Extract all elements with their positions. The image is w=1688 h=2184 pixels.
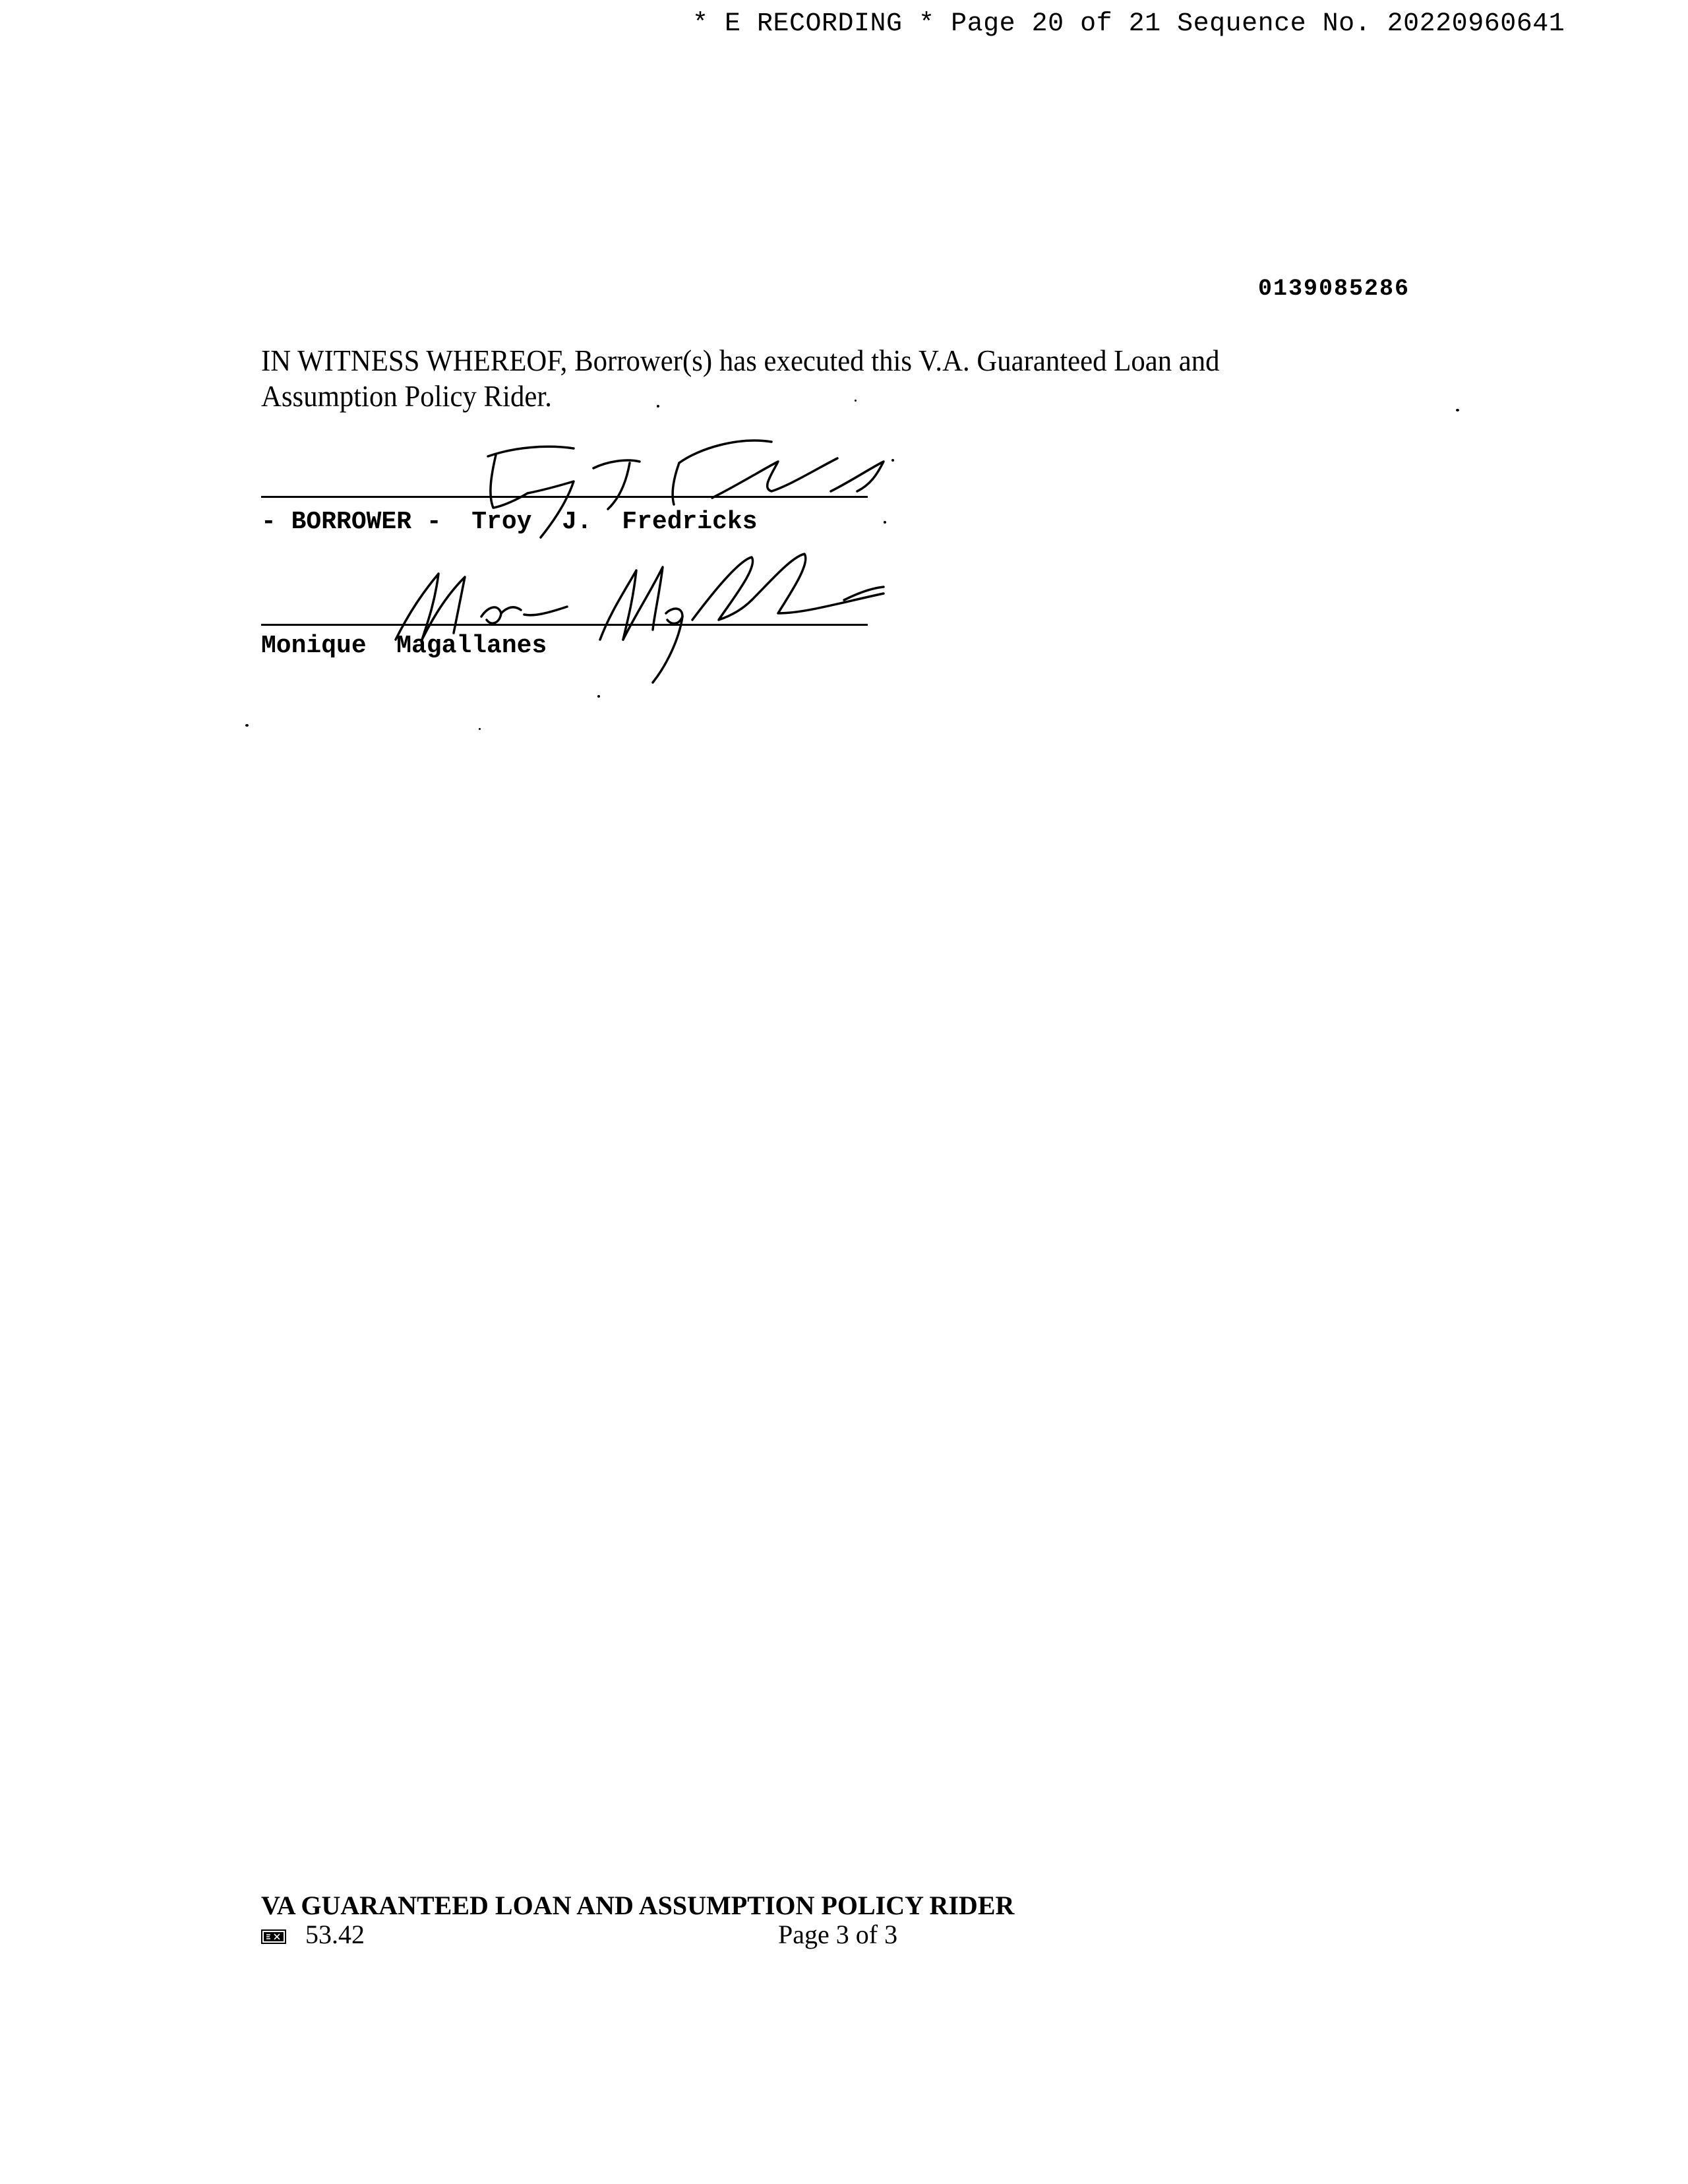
scan-speck <box>1456 409 1459 411</box>
scan-speck <box>597 695 600 698</box>
scan-speck <box>479 728 481 730</box>
scan-speck <box>884 521 886 524</box>
scan-speck <box>855 400 857 402</box>
scan-speck <box>245 724 249 727</box>
witness-paragraph: IN WITNESS WHEREOF, Borrower(s) has executed this V.A. Guaranteed Loan and Assumption Policy Rider. <box>261 344 1220 413</box>
recording-header: * E RECORDING * Page 20 of 21 Sequence No. 20220960641 <box>692 9 1565 39</box>
co-borrower-name-label: Monique Magallanes <box>261 632 547 660</box>
page-indicator: Page 3 of 3 <box>778 1920 898 1949</box>
form-badge-icon <box>261 1929 286 1944</box>
co-borrower-signature-line <box>261 624 868 626</box>
form-number: 53.42 <box>305 1920 365 1949</box>
loan-number: 0139085286 <box>1258 276 1410 302</box>
co-borrower-signature <box>382 541 910 686</box>
scan-speck <box>657 405 659 408</box>
borrower-signature-line <box>261 496 868 498</box>
borrower-name-label: - BORROWER - Troy J. Fredricks <box>261 508 758 536</box>
scan-speck <box>891 459 894 462</box>
form-title: VA GUARANTEED LOAN AND ASSUMPTION POLICY RIDER <box>261 1891 1015 1920</box>
